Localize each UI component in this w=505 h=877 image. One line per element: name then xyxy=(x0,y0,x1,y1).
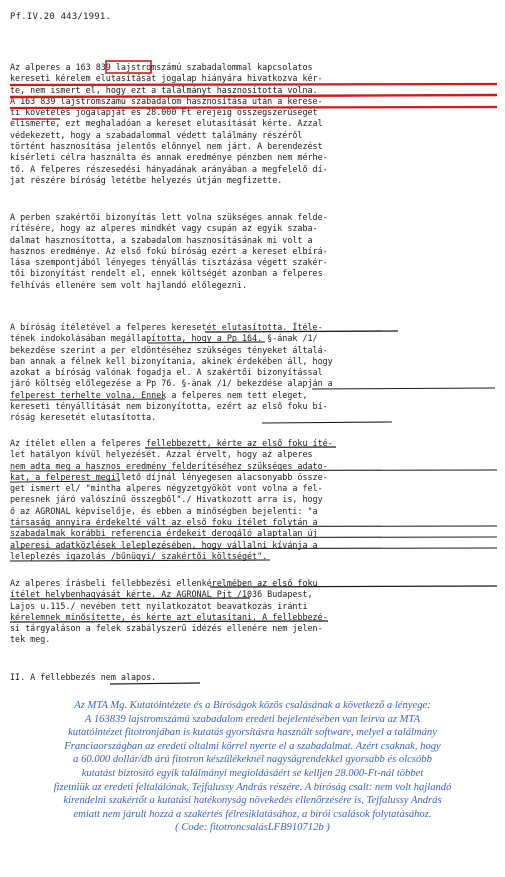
text-line: tő. A felperes részesedési hányadának arányában a megfelelő dí- xyxy=(10,163,328,174)
text-line: Az ítélet ellen a felperes fellebbezett, kérte az első foku íté- xyxy=(10,438,333,448)
text-line: hasznos eredménye. Az első fokú bíróság ezért a kereset elbírá- xyxy=(10,245,328,256)
text-line: ti követelés jogalapját és 28.000 Ft erejéig összegszerűségét xyxy=(10,107,318,118)
text-line: társaság annyira érdekelté vált az első foku ítélet folytán a xyxy=(10,517,318,528)
text-line: kísérleti célra használta és annak eredménye pénzben nem mérhe- xyxy=(10,152,328,163)
text-line: védekezett, hogy a szabadalommal védett találmány részéről xyxy=(10,129,303,140)
paragraph-defendant-position xyxy=(10,62,498,186)
text-line: kereseti kérelem elutasítását jogalap hiányára hivatkozva kér- xyxy=(10,73,323,84)
text-line: let hatályon kívül helyezését. Azzal érvelt, hogy az alperes xyxy=(10,449,313,460)
text-line: tek meg. xyxy=(10,634,51,645)
annotation-code: ( Code: fitotroncsalásLFB910712b ) xyxy=(175,822,330,834)
text-line: szabadalmak korábbi referencia érdekeit derogáló alaptalan új xyxy=(10,528,318,539)
text-line: alperesi adatközlések leleplezésében, hogy vállalni kívánja a xyxy=(10,539,318,550)
annotation-line: kirendelni szakértőt a kutatási hatékonyság növekedés ellenőrzésére is, Tejfalussy András xyxy=(63,795,442,807)
annotation-line: emiatt nem járult hozzá a szakértés félresiklatásához, a bírói csalások folytatásához. xyxy=(73,808,432,820)
annotation-line: Az MTA Mg. Kutatóintézete és a Bíróságok közös csalásának a következő a lényege: xyxy=(74,700,431,711)
text-line: get ismert el/ "mintha alperes négyzetgyököt vont volna a fel- xyxy=(10,483,323,494)
annotation-line: fizetniük az eredeti feltalálónak, Tejfalussy András részére. A bíróság csalt: nem volt hajlandó xyxy=(53,781,452,793)
text-line: ban annak a félnek kell bizonyítania, akinek érdekében áll, hogy xyxy=(10,355,333,366)
text-line: A bíróság ítéletével a felperes keresetét elutasította. Ítéle- xyxy=(10,322,323,332)
paragraph-court-judgment xyxy=(10,322,498,424)
text-line: felperest terhelte volna. Ennek a felperes nem tett eleget, xyxy=(10,389,308,400)
text-line: tői bizonyítást rendelt el, ennek költségét azonban a felperes xyxy=(10,268,323,279)
annotation-line: A 163839 lajstromszámú szabadalom eredeti bejelentésében van leírva az MTA xyxy=(84,713,421,725)
text-line: te, nem ismert el, hogy ezt a találmányt hasznosította volna. xyxy=(10,84,318,95)
text-line: elismerte, ezt meghaladóan a kereset elutasítását kérte. Azzal xyxy=(10,118,323,129)
text-line: felhívás ellenére sem volt hajlandó előlegezni. xyxy=(10,279,247,290)
text-line: történt hasznosítása jelentős előnnyel nem járt. A berendezést xyxy=(10,141,323,152)
text-line: A perben szakértői bizonyítás lett volna szükséges annak felde- xyxy=(10,212,328,222)
text-line: rítésére, hogy az alperes mindkét vagy csupán az egyik szaba- xyxy=(10,223,318,234)
text-line: tének indokolásában megállapította, hogy a Pp 164. §-ának /1/ xyxy=(10,333,318,344)
annotation-line: kutatást biztosító egyik találmányi megioldásáért se kelljen 28.000-Ft-nál többet xyxy=(81,767,424,779)
text-line: azokat a bíróság valónak fogadja el. A szakértői bizonyítással xyxy=(10,367,323,378)
annotation-commentary xyxy=(6,699,499,835)
paragraph-defendant-counter-request xyxy=(10,578,498,646)
text-line: si tárgyaláson a felek szabályszerű idézés ellenére nem jelen- xyxy=(10,623,323,634)
text-line: nem adta meg a hasznos eredmény felderítéséhez szükséges adato- xyxy=(10,460,328,471)
text-line: dalmat hasznosította, a szabadalom hasznosításának mi volt a xyxy=(10,234,313,245)
text-line: jat részére bíróság letétbe helyezés útján megfizette. xyxy=(10,174,283,185)
text-line: bekezdése szerint a per eldöntéséhez szükséges tényeket általá- xyxy=(10,344,328,355)
section-heading-appeal-unfounded: II. A fellebbezés nem alapos. xyxy=(10,672,157,682)
paragraph-plaintiff-appeal xyxy=(10,438,498,562)
annotation-line: kutatóintézet fitotronjában is kutatás gyorsításra használt software, melyel a találmány xyxy=(68,727,437,739)
text-line: Az alperes a 163 839 lajstromszámú szabadalommal kapcsolatos xyxy=(10,62,313,72)
text-line: leleplezés igazolás /bűnügyi/ szakértői költségét". xyxy=(10,550,268,561)
annotation-line: a 60.000 dollár/db árú fitotron készülékeknél nagyságrendekkel gyorsabb és olcsóbb xyxy=(73,754,432,766)
text-line: kérelemnek minősítette, és kérte azt elutasítani. A fellebbezé- xyxy=(10,611,328,622)
text-line: ő az AGRONAL képviselője, és ebben a minőségben bejelenti: "a xyxy=(10,505,318,516)
text-line: Az alperes írásbeli fellebbezési ellenkérelmében az első foku xyxy=(10,578,318,588)
text-line: peresnek járó valószínű összegből"./ Hivatkozott arra is, hogy xyxy=(10,494,323,505)
text-line: kereseti tényállítását nem bizonyította, ezért az első foku bí- xyxy=(10,401,328,412)
text-line: róság keresetét elutasította. xyxy=(10,412,157,423)
text-line: A 163 839 lajstromszámú szabadalom hasznosítása után a kerese- xyxy=(10,95,323,106)
text-line: kat, a felperest megillető díjnál lényegesen alacsonyabb össze- xyxy=(10,471,328,482)
text-line: Lajos u.115./ nevében tett nyilatkozatot beavatkozás iránti xyxy=(10,600,308,611)
text-line: lása szempontjából lényeges tényállás tisztázása végett szakér- xyxy=(10,257,328,268)
paragraph-expert-evidence xyxy=(10,212,498,291)
annotation-line: Franciaországban az eredeti oltalmi körrel nyerte el a szabadalmat. Azért csaknak, hogy xyxy=(64,740,441,752)
case-reference-number: Pf.IV.20 443/1991. xyxy=(10,12,112,22)
text-line: ítélet helybenhagyását kérte. Az AGRONAL Pjt /1036 Budapest, xyxy=(10,589,313,600)
text-line: járó költség előlegezése a Pp 76. §-ának /1/ bekezdése alapján a xyxy=(10,378,333,389)
